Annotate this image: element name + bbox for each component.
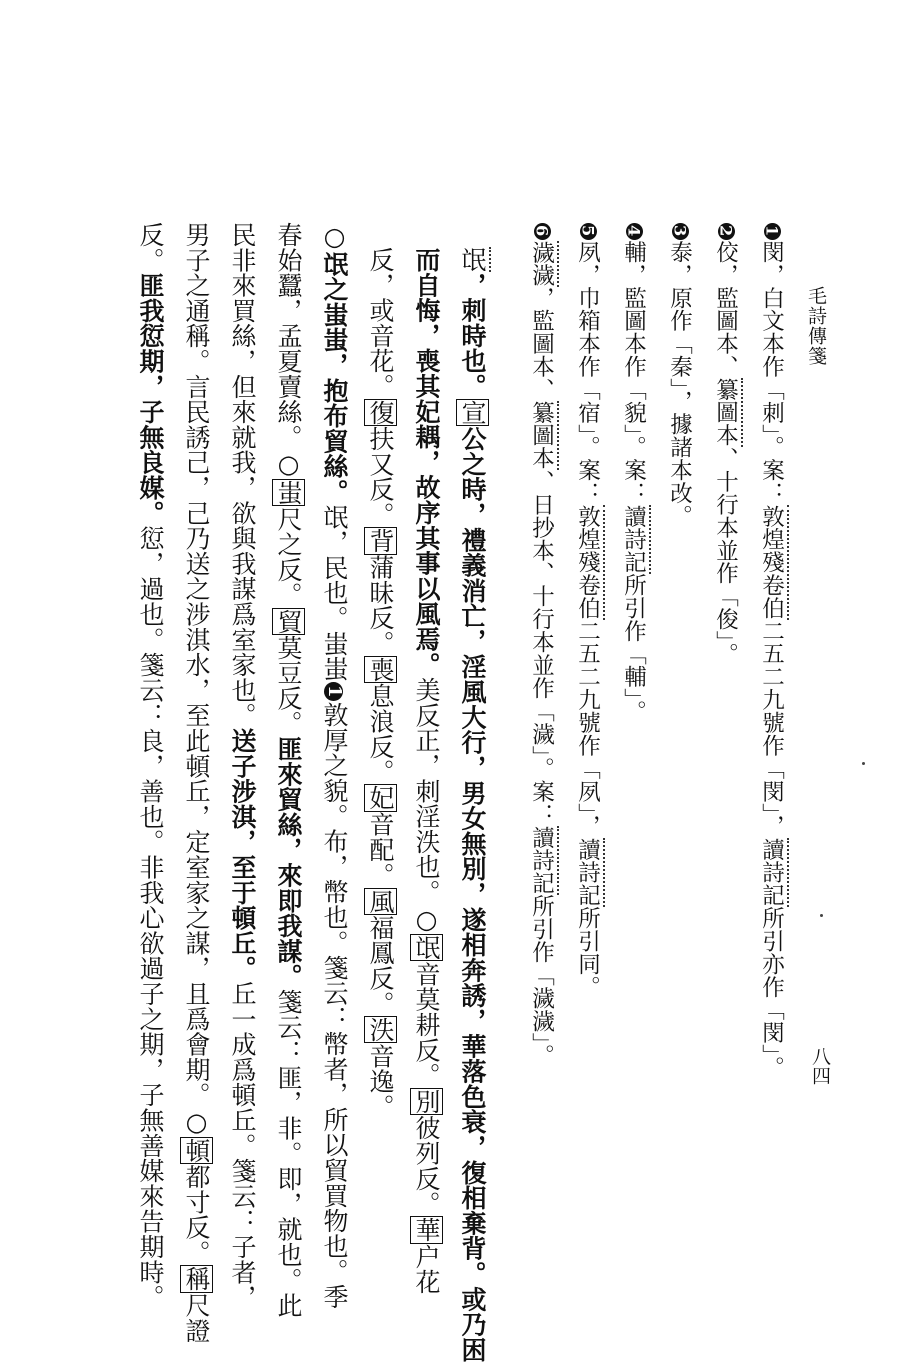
- main-text-run: ，刺時也。: [458, 272, 487, 399]
- boxed-character: 華: [412, 1217, 441, 1243]
- text-run: 莫豆反。: [274, 634, 303, 737]
- boxed-character: 風: [366, 888, 395, 914]
- note-marker: 4: [626, 223, 643, 240]
- text-run: 都寸反。: [182, 1164, 211, 1266]
- text-run: 息浪反。: [366, 683, 395, 785]
- main-text-run: 而自悔，喪其妃耦，故序其事以風焉。: [412, 247, 441, 678]
- note-marker: 1: [764, 223, 781, 240]
- note-column: [530, 222, 553, 1067]
- wavy-underlined-term: 氓: [458, 247, 491, 272]
- note-column: [668, 222, 691, 528]
- text-run: 泰，原作「秦」，據諸本改。: [666, 240, 693, 528]
- text-run: 所引作「濊濊」。: [528, 894, 555, 1068]
- note-column: [576, 222, 599, 998]
- text-run: 閔，白文本作「刺」。案：: [758, 240, 785, 505]
- body-column: [276, 222, 301, 1318]
- text-run: 所引同。: [574, 906, 601, 999]
- note-column: [714, 222, 737, 665]
- boxed-character: 蚩: [274, 480, 303, 506]
- text-run: 輔，監圖本作「貌」。案：: [620, 240, 647, 505]
- wavy-underlined-term: 讀詩記: [759, 838, 789, 907]
- wavy-underlined-term: 讀詩記: [621, 505, 651, 574]
- main-text-run: 匪我愆期，子無良媒。: [136, 272, 165, 526]
- text-run: 音逸。: [366, 1043, 395, 1120]
- boxed-character: 泆: [366, 1017, 395, 1043]
- note-marker: 1: [324, 682, 343, 701]
- wavy-underlined-term: 纂圖本: [713, 378, 743, 447]
- text-run: 、十行本並作「俊」。: [712, 447, 739, 666]
- boxed-character: 頓: [182, 1137, 211, 1164]
- note-column: [622, 222, 645, 723]
- text-run: 佼，監圖本、: [712, 240, 739, 379]
- text-run: 所引亦作「閔」。: [758, 906, 785, 1079]
- text-run: 福鳳反。: [366, 914, 395, 1017]
- body-column: [414, 247, 439, 1294]
- text-run: 夙，巾箱本作「宿」。案：: [574, 240, 601, 505]
- boxed-character: 別: [412, 1088, 441, 1115]
- boxed-character: 復: [366, 399, 395, 426]
- boxed-character: 喪: [366, 656, 395, 683]
- ink-speck: [862, 762, 865, 765]
- text-run: 氓，民也。蚩蚩: [320, 504, 349, 682]
- main-text-run: 公之時，禮義消亡，淫風大行，男女無別，遂相奔誘，華落色衰，復相棄背。或乃困: [458, 426, 487, 1362]
- text-run: 尺之反。: [274, 506, 303, 608]
- body-column: [368, 247, 393, 1119]
- text-run: 二五二九號作「閔」，: [758, 619, 785, 838]
- text-run: 男子之通稱。言民誘己，己乃送之涉淇水，至此頓丘，定室家之謀，且爲會期。○: [182, 222, 211, 1137]
- text-run: 音配。: [366, 811, 395, 888]
- text-run: 户花: [412, 1243, 441, 1295]
- note-column: [760, 222, 783, 1079]
- text-run: ，監圖本、: [528, 286, 555, 402]
- text-run: 美反正，刺淫泆也。○: [412, 677, 441, 935]
- main-text-run: ○氓之蚩蚩，抱布貿絲。: [320, 222, 349, 505]
- boxed-character: 貿: [274, 608, 303, 634]
- body-column: [184, 222, 209, 1343]
- wavy-underlined-term: 敦煌殘卷伯: [575, 505, 605, 620]
- text-run: 敦厚之貌。布，幣也。箋云：幣者，所以貿買物也。季: [320, 702, 349, 1310]
- text-run: 扶又反。: [366, 426, 395, 528]
- note-marker: 3: [672, 223, 689, 240]
- wavy-underlined-term: 讀詩記: [529, 826, 559, 895]
- body-column: [460, 247, 485, 1362]
- body-column: [322, 222, 347, 1309]
- text-run: 箋云：匪，非。即，就也。此: [274, 989, 303, 1318]
- text-run: 彼列反。: [412, 1115, 441, 1217]
- note-marker: 2: [718, 223, 735, 240]
- ink-speck: [820, 914, 823, 917]
- note-marker: 6: [534, 223, 551, 240]
- body-column: [230, 222, 255, 1310]
- wavy-underlined-term: 敦煌殘卷伯: [759, 505, 789, 620]
- text-run: 民非來買絲，但來就我，欲與我謀爲室家也。: [228, 222, 257, 728]
- text-run: 丘一成爲頓丘。箋云：子者，: [228, 981, 257, 1310]
- boxed-character: 背: [366, 528, 395, 554]
- text-run: 反，或音花。: [366, 247, 395, 399]
- text-run: 蒲昧反。: [366, 554, 395, 656]
- text-run: 二五二九號作「夙」，: [574, 619, 601, 838]
- text-run: 反。: [136, 222, 165, 273]
- wavy-underlined-term: 纂圖本: [529, 401, 559, 470]
- boxed-character: 宣: [458, 399, 487, 426]
- boxed-character: 氓: [412, 935, 441, 961]
- main-text-run: 送子涉淇，至于頓丘。: [228, 728, 257, 981]
- text-run: 、日抄本、十行本並作「濊」。案：: [528, 470, 555, 827]
- text-run: 愆，過也。箋云：良，善也。非我心欲過子之期，子無善媒來告期時。: [136, 525, 165, 1310]
- running-title: 毛詩傳箋: [805, 286, 827, 366]
- boxed-character: 妃: [366, 785, 395, 811]
- wavy-underlined-term: 讀詩記: [575, 838, 605, 907]
- body-column: [138, 222, 163, 1310]
- text-run: 音莫耕反。: [412, 961, 441, 1088]
- note-marker: 5: [580, 223, 597, 240]
- main-text-run: 匪來貿絲，來即我謀。: [274, 736, 303, 990]
- boxed-character: 稱: [182, 1266, 211, 1292]
- text-run: 所引作「輔」。: [620, 573, 647, 724]
- wavy-underlined-term: 濊濊: [529, 241, 559, 287]
- text-run: 尺證: [182, 1292, 211, 1344]
- page-number: 八四: [809, 1047, 831, 1085]
- text-run: 春始蠶，孟夏賣絲。○: [274, 222, 303, 479]
